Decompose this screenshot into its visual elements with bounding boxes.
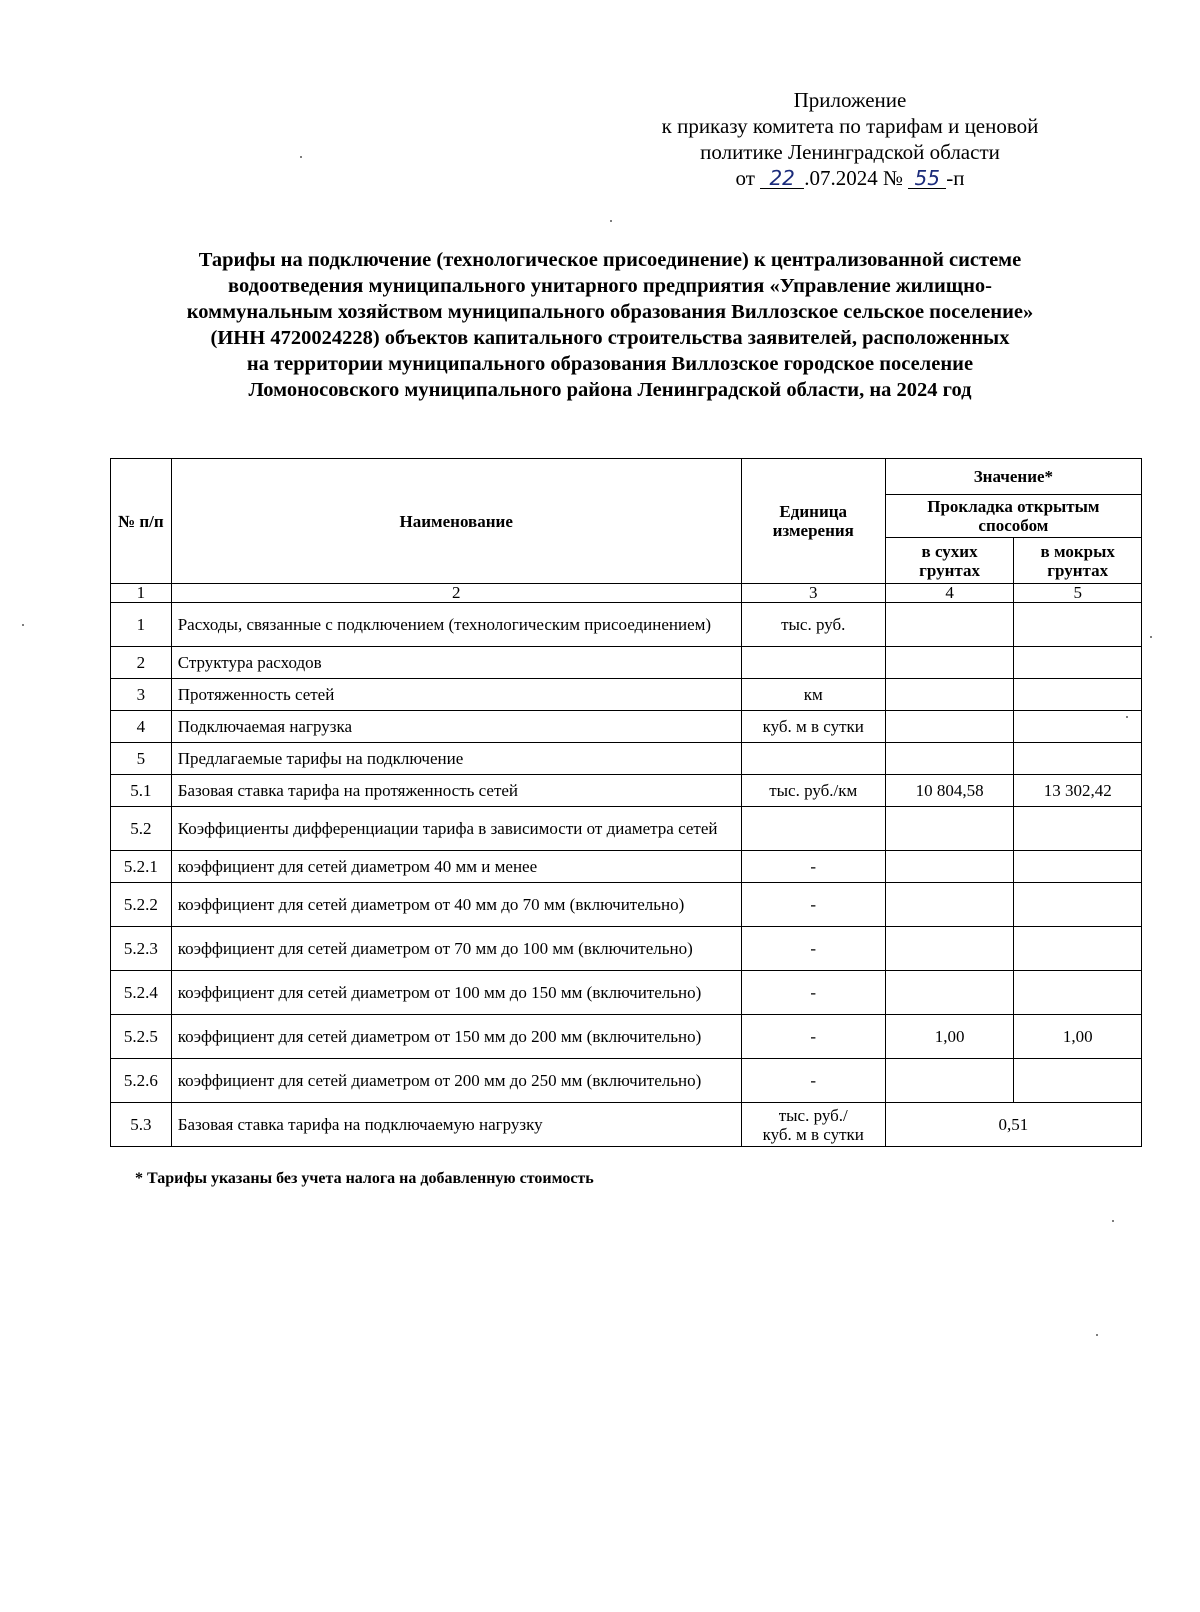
row-name: Протяженность сетей	[171, 679, 741, 711]
table-row	[111, 647, 1142, 679]
row-value-wet	[1014, 1059, 1142, 1103]
scan-speck	[1112, 1220, 1114, 1222]
row-value-dry	[885, 851, 1014, 883]
row-value-wet	[1014, 971, 1142, 1015]
row-number: 5.2.5	[111, 1015, 172, 1059]
row-number: 5.1	[111, 775, 172, 807]
row-number: 5.2.4	[111, 971, 172, 1015]
row-value-wet	[1014, 679, 1142, 711]
row-name: коэффициент для сетей диаметром от 150 мм до 200 мм (включительно)	[171, 1015, 741, 1059]
table-row	[111, 603, 1142, 647]
tariff-table	[110, 458, 1142, 1147]
row-value-wet	[1014, 743, 1142, 775]
row-value-dry	[885, 647, 1014, 679]
column-number: 3	[741, 584, 885, 603]
table-row	[111, 743, 1142, 775]
row-value-dry	[885, 807, 1014, 851]
header-num: № п/п	[111, 459, 172, 584]
table-row	[111, 807, 1142, 851]
date-rest: .07.2024 №	[804, 166, 903, 190]
scan-speck	[1150, 636, 1152, 638]
row-value-wet	[1014, 807, 1142, 851]
scan-speck	[610, 220, 612, 222]
table-row	[111, 927, 1142, 971]
row-number: 5.2.1	[111, 851, 172, 883]
footnote: * Тарифы указаны без учета налога на добавленную стоимость	[135, 1170, 594, 1187]
row-number: 2	[111, 647, 172, 679]
appendix-committee-line: политике Ленинградской области	[700, 140, 1000, 164]
unit-line: куб. м в сутки	[762, 1124, 864, 1144]
row-name: Подключаемая нагрузка	[171, 711, 741, 743]
row-name: коэффициент для сетей диаметром от 40 мм до 70 мм (включительно)	[171, 883, 741, 927]
row-value-wet	[1014, 603, 1142, 647]
row-value-wet: 1,00	[1014, 1015, 1142, 1059]
row-number: 5.2.2	[111, 883, 172, 927]
row-value-dry	[885, 603, 1014, 647]
row-value-dry	[885, 711, 1014, 743]
table-row	[111, 851, 1142, 883]
column-number: 5	[1014, 584, 1142, 603]
row-number: 3	[111, 679, 172, 711]
header-value: Значение*	[885, 459, 1141, 495]
row-unit	[741, 1103, 885, 1147]
row-name: Базовая ставка тарифа на протяженность сетей	[171, 775, 741, 807]
appendix-date-line	[560, 165, 1140, 191]
row-number: 5.2	[111, 807, 172, 851]
title-line: Тарифы на подключение (технологическое присоединение) к централизованной системе	[198, 249, 1022, 271]
row-value-dry	[885, 927, 1014, 971]
column-number: 2	[171, 584, 741, 603]
column-number: 1	[111, 584, 172, 603]
row-name: Структура расходов	[171, 647, 741, 679]
appendix-block	[560, 87, 1140, 191]
row-value-dry: 10 804,58	[885, 775, 1014, 807]
row-value-wet	[1014, 647, 1142, 679]
row-unit: -	[741, 851, 885, 883]
scan-speck	[1096, 1334, 1098, 1336]
row-number: 1	[111, 603, 172, 647]
header-unit: Единица измерения	[741, 459, 885, 584]
table-row	[111, 711, 1142, 743]
title-line: на территории муниципального образования Виллозское городское поселение	[246, 353, 974, 375]
row-value-dry	[885, 883, 1014, 927]
column-number-row	[111, 584, 1142, 603]
title-line: водоотведения муниципального унитарного предприятия «Управление жилищно-	[228, 275, 992, 297]
row-unit: -	[741, 883, 885, 927]
row-value-dry	[885, 679, 1014, 711]
header-method: Прокладка открытым способом	[885, 495, 1141, 538]
scan-speck	[300, 156, 302, 158]
header-name: Наименование	[171, 459, 741, 584]
header-wet-soil: в мокрых грунтах	[1014, 538, 1142, 584]
row-value-dry	[885, 743, 1014, 775]
row-value-wet	[1014, 851, 1142, 883]
date-prefix: от	[735, 166, 755, 190]
row-unit: куб. м в сутки	[741, 711, 885, 743]
row-unit: тыс. руб.	[741, 603, 885, 647]
row-name: Расходы, связанные с подключением (технологическим присоединением)	[171, 603, 741, 647]
title-line: коммунальным хозяйством муниципального образования Виллозское сельское поселение»	[186, 301, 1034, 323]
row-name: коэффициент для сетей диаметром 40 мм и менее	[171, 851, 741, 883]
row-value-dry: 1,00	[885, 1015, 1014, 1059]
row-number: 5	[111, 743, 172, 775]
table-row-last	[111, 1103, 1142, 1147]
row-value-dry	[885, 971, 1014, 1015]
row-unit: -	[741, 971, 885, 1015]
appendix-label: Приложение	[793, 88, 907, 112]
row-name: коэффициент для сетей диаметром от 100 мм до 150 мм (включительно)	[171, 971, 741, 1015]
row-value-wet	[1014, 927, 1142, 971]
table-row	[111, 883, 1142, 927]
document-title	[110, 247, 1110, 403]
row-name: коэффициент для сетей диаметром от 70 мм до 100 мм (включительно)	[171, 927, 741, 971]
appendix-order-line: к приказу комитета по тарифам и ценовой	[661, 114, 1039, 138]
order-suffix: -п	[946, 166, 965, 190]
row-number: 4	[111, 711, 172, 743]
row-unit: км	[741, 679, 885, 711]
row-unit	[741, 743, 885, 775]
row-number: 5.2.6	[111, 1059, 172, 1103]
row-unit: -	[741, 1015, 885, 1059]
table-row	[111, 1059, 1142, 1103]
row-unit: -	[741, 927, 885, 971]
row-name: Базовая ставка тарифа на подключаемую нагрузку	[171, 1103, 741, 1147]
row-number: 5.2.3	[111, 927, 172, 971]
table-row	[111, 1015, 1142, 1059]
table-row	[111, 971, 1142, 1015]
row-value-wet	[1014, 711, 1142, 743]
handwritten-order-number: 55	[908, 168, 946, 189]
row-name: коэффициент для сетей диаметром от 200 мм до 250 мм (включительно)	[171, 1059, 741, 1103]
column-number: 4	[885, 584, 1014, 603]
table-body	[111, 584, 1142, 1147]
row-number: 5.3	[111, 1103, 172, 1147]
row-value-dry	[885, 1059, 1014, 1103]
row-value-wet	[1014, 883, 1142, 927]
scan-speck	[1126, 716, 1128, 718]
scan-speck	[22, 624, 24, 626]
row-unit: тыс. руб./км	[741, 775, 885, 807]
handwritten-day: 22	[760, 168, 804, 189]
row-value-wet: 13 302,42	[1014, 775, 1142, 807]
row-unit: -	[741, 1059, 885, 1103]
row-unit	[741, 807, 885, 851]
row-value-merged: 0,51	[885, 1103, 1141, 1147]
title-line: (ИНН 4720024228) объектов капитального строительства заявителей, расположенных	[210, 327, 1010, 349]
title-line: Ломоносовского муниципального района Ленинградской области, на 2024 год	[248, 379, 972, 401]
row-unit	[741, 647, 885, 679]
header-dry-soil: в сухих грунтах	[885, 538, 1014, 584]
row-name: Предлагаемые тарифы на подключение	[171, 743, 741, 775]
table-row	[111, 679, 1142, 711]
row-name: Коэффициенты дифференциации тарифа в зависимости от диаметра сетей	[171, 807, 741, 851]
table-row	[111, 775, 1142, 807]
unit-line: тыс. руб./	[778, 1105, 848, 1125]
